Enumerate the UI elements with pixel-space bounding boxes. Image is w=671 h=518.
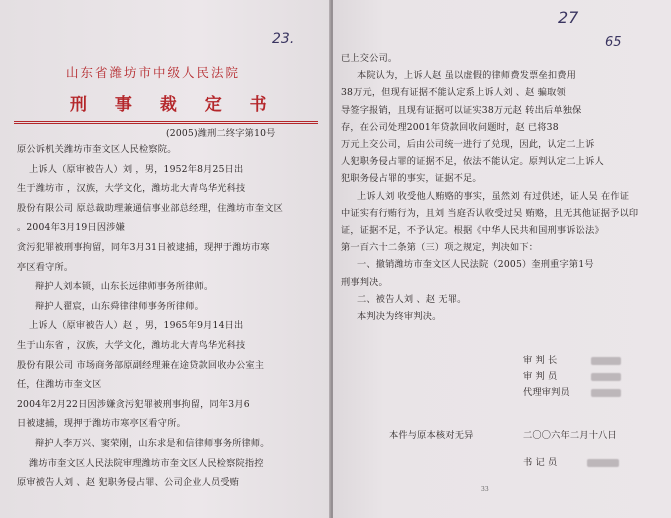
redacted-name — [591, 357, 621, 365]
text-line: 二、被告人刘 、赵 无罪。 — [357, 293, 467, 305]
text-line: 亭区看守所。 — [17, 261, 74, 273]
text-line: 辩护人李万兴、窦荣刚，山东求是和信律师事务所律师。 — [35, 438, 270, 449]
handwritten-page-number: 27 — [558, 8, 579, 27]
clerk-label: 书 记 员 — [523, 457, 558, 468]
text-line: 日被逮捕，现押于潍坊市寒亭区看守所。 — [17, 418, 186, 430]
text-line: 证，证据不足，不予认定。根据《中华人民共和国刑事诉讼法》 — [341, 225, 604, 236]
text-line: 2004年2月22日因涉嫌贪污犯罪被刑事拘留，同年3月6 — [17, 398, 250, 410]
text-line: 上诉人刘 收受他人贿赂的事实，虽然刘 有过供述，证人吴 在作证 — [357, 190, 630, 202]
court-name: 山东省潍坊市中级人民法院 — [66, 65, 241, 80]
title-rule-bottom — [14, 123, 318, 124]
acting-judge-label: 代理审判员 — [523, 387, 570, 398]
redacted-name — [591, 389, 621, 397]
text-line: 中证实有行贿行为，且刘 当庭否认收受过吴 贿赂，且无其他证据予以印 — [341, 207, 639, 219]
certified-copy-stamp: 本件与原本核对无异 — [389, 430, 474, 441]
handwritten-mark: 65 — [605, 35, 622, 50]
text-line: 上诉人（原审被告人）刘 ，男，1952年8月25日出 — [29, 163, 244, 175]
text-line: 股份有限公司 原总裁助理兼通信事业部总经理，住潍坊市奎文区 — [17, 202, 283, 214]
text-line: 已上交公司。 — [341, 53, 398, 64]
text-line: 人犯职务侵占罪的证据不足，依法不能认定。原判认定二上诉人 — [341, 156, 604, 168]
text-line: 原审被告人刘 、赵 犯职务侵占罪、公司企业人员受贿 — [17, 477, 240, 489]
text-line: 第一百六十二条第（三）项之规定，判决如下： — [341, 242, 539, 254]
text-line: 原公诉机关潍坊市奎文区人民检察院。 — [17, 144, 177, 155]
text-line: 上诉人（原审被告人）赵 ，男，1965年9月14日出 — [29, 320, 244, 332]
text-line: 辩护人刘本锁，山东长远律师事务所律师。 — [35, 281, 214, 293]
text-line: 本判决为终审判决。 — [357, 311, 442, 322]
text-line: 导签字报销，且现有证据可以证实38万元赵 转出后单独保 — [341, 104, 582, 116]
case-number: (2005)潍刑二终字第10号 — [166, 128, 276, 139]
chief-judge-label: 审 判 长 — [523, 355, 558, 366]
left-page — [0, 0, 331, 518]
text-line: 生于潍坊市 ，汉族，大学文化，潍坊北大青鸟华光科技 — [17, 183, 246, 195]
text-line: 一、撤销潍坊市奎文区人民法院（2005）奎刑重字第1号 — [357, 259, 594, 271]
text-line: 万元上交公司，后由公司统一进行了兑现，因此，认定二上诉 — [341, 139, 595, 150]
text-line: 生于山东省 ，汉族，大学文化，潍坊北大青鸟华光科技 — [17, 340, 246, 351]
title-rule-top — [14, 121, 318, 122]
right-page — [333, 0, 671, 518]
text-line: 潍坊市奎文区人民法院审理潍坊市奎文区人民检察院指控 — [29, 457, 264, 469]
text-line: 股份有限公司 市场商务部原副经理兼在途贷款回收办公室主 — [17, 359, 265, 371]
text-line: 贪污犯罪被刑事拘留，同年3月31日被逮捕，现押于潍坊市寒 — [17, 242, 270, 253]
judge-label: 审 判 员 — [523, 371, 558, 382]
page-number: 33 — [481, 486, 489, 493]
judgment-date: 二〇〇六年二月十八日 — [523, 430, 617, 441]
text-line: 本院认为，上诉人赵 虽以虚假的律师费发票垒扣费用 — [357, 70, 577, 82]
text-line: 任，住潍坊市奎文区 — [17, 379, 102, 391]
text-line: 辩护人翟宸，山东舜律律师事务所律师。 — [35, 300, 204, 312]
handwritten-page-number: 23. — [272, 31, 295, 47]
redacted-name — [587, 459, 619, 467]
text-line: 犯职务侵占罪的事实，证据不足。 — [341, 173, 482, 185]
text-line: 38万元，但现有证据不能认定系上诉人刘 、赵 骗取领 — [341, 87, 566, 99]
redacted-name — [591, 373, 621, 381]
document-title: 刑 事 裁 定 书 — [70, 95, 278, 115]
text-line: 存，在公司处理2001年贷款回收问题时，赵 已将38 — [341, 121, 559, 133]
text-line: 。2004年3月19日因涉嫌 — [17, 222, 126, 234]
text-line: 刑事判决。 — [341, 276, 388, 288]
